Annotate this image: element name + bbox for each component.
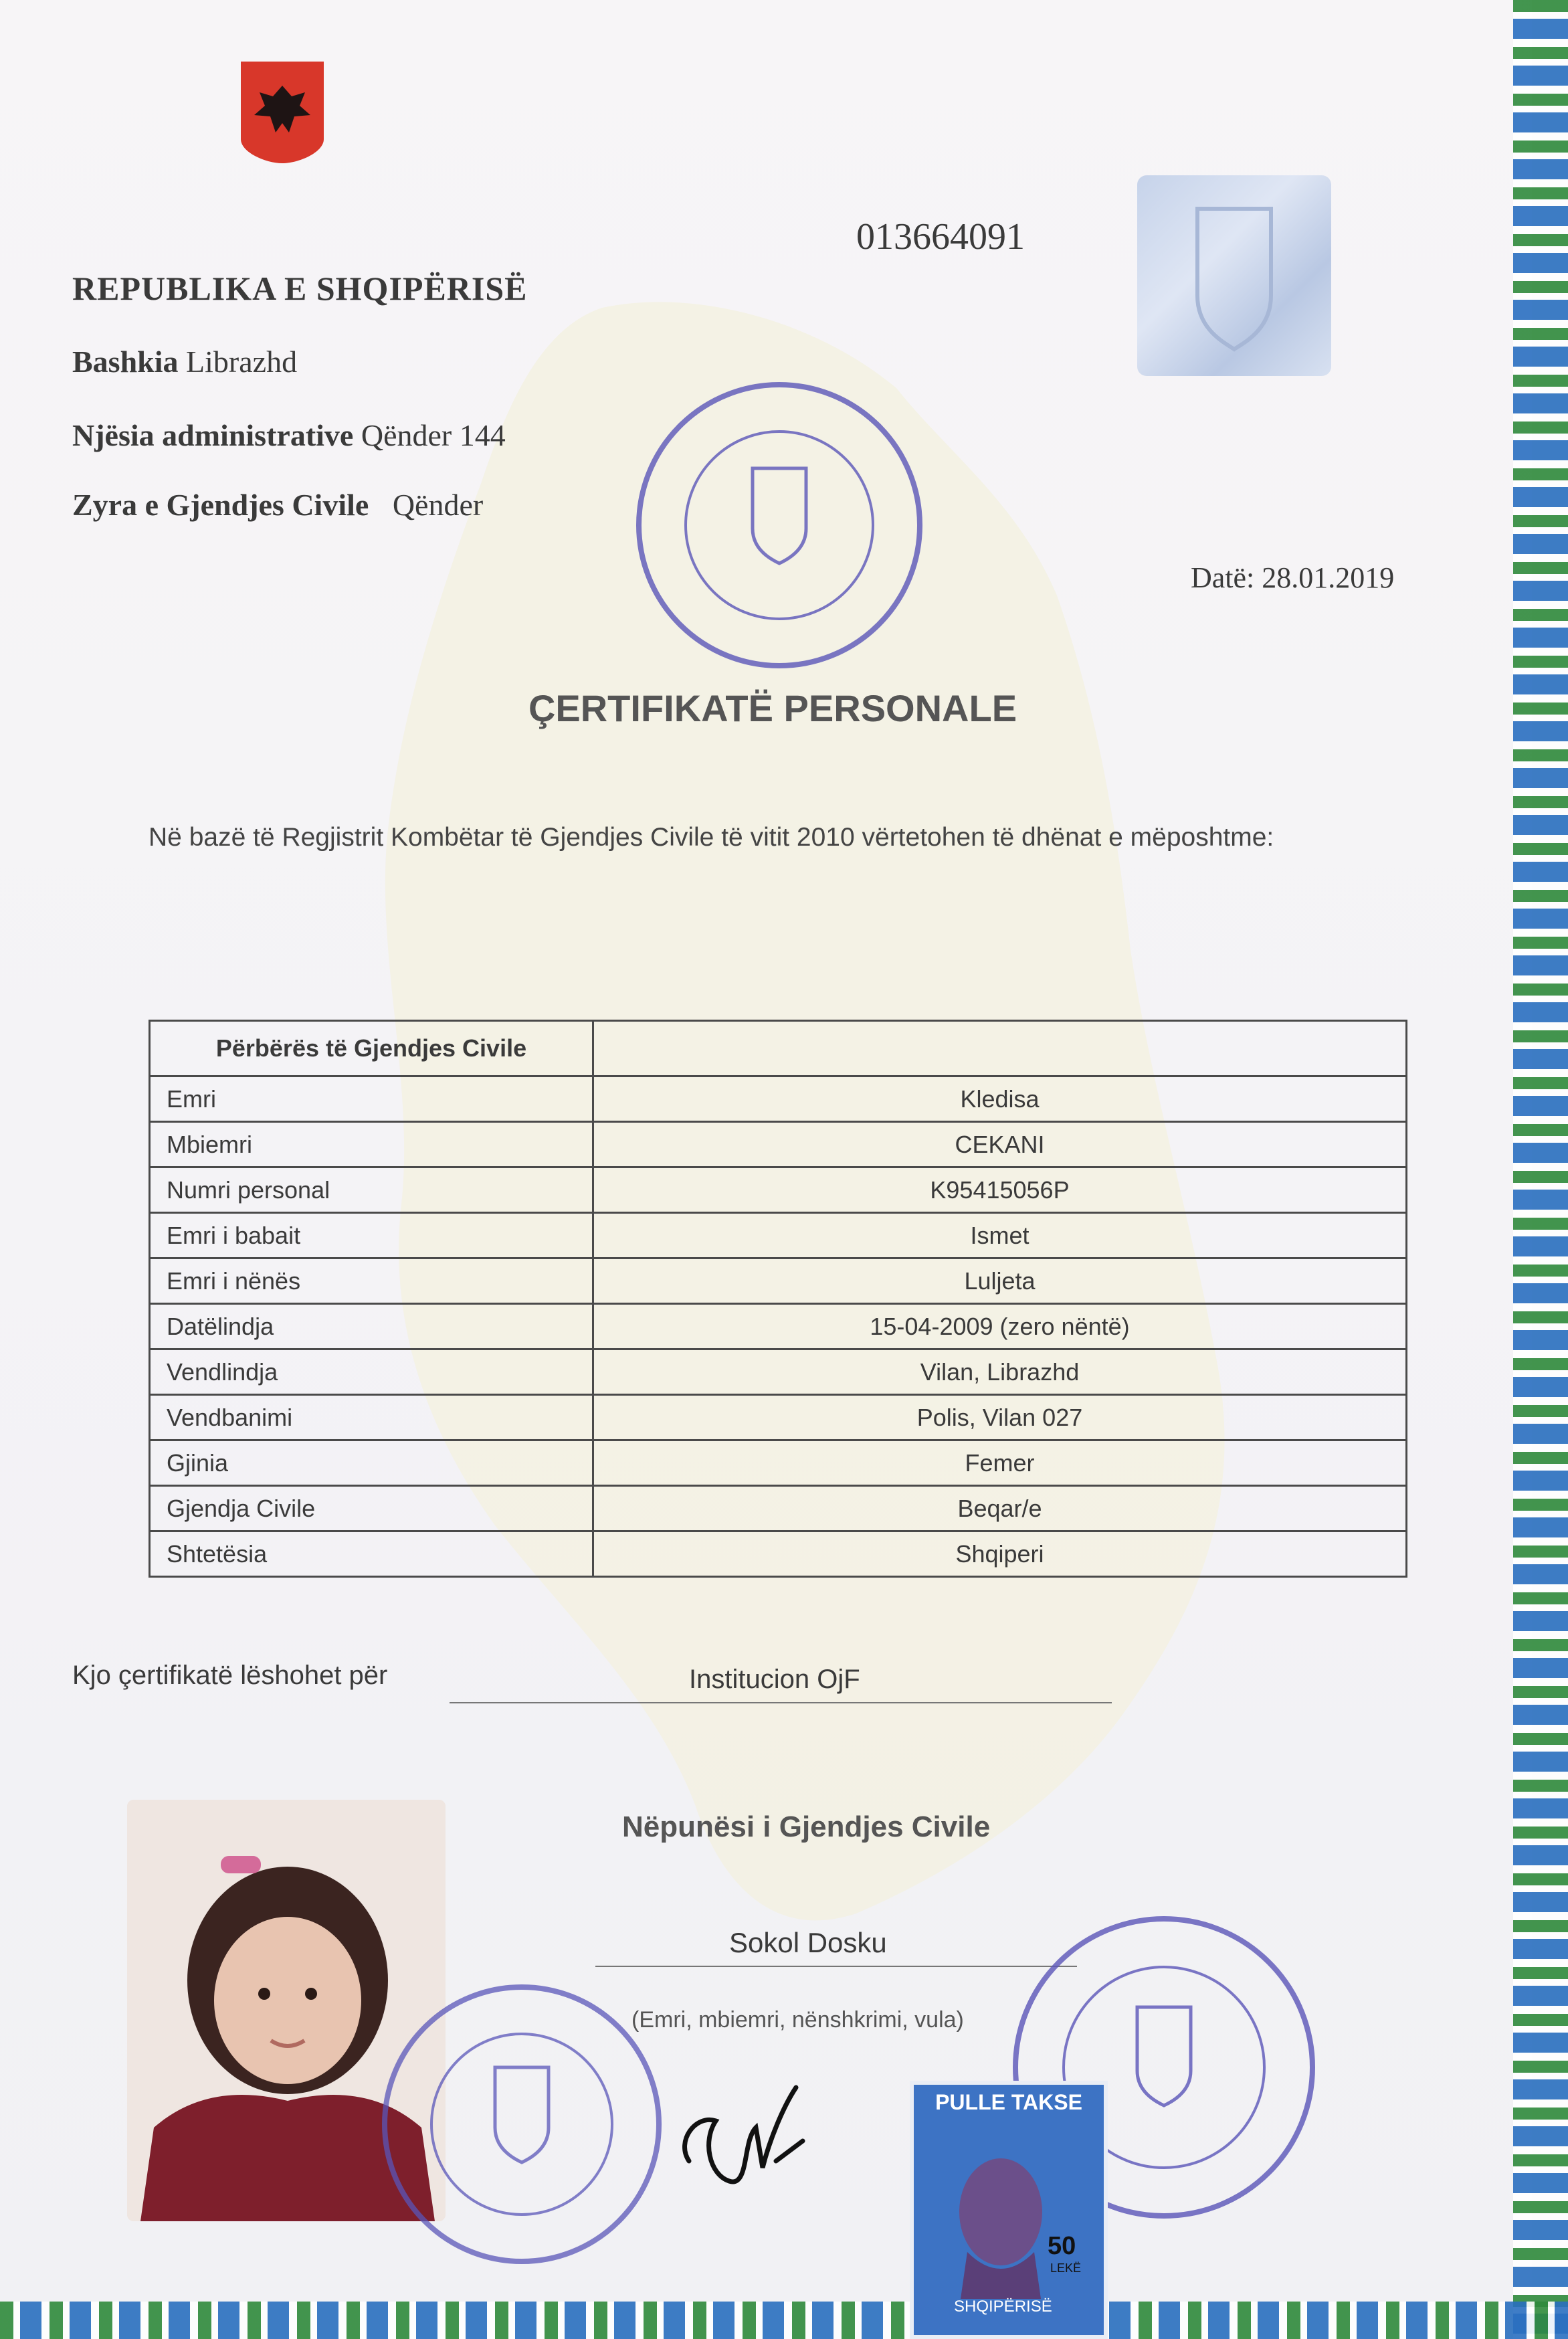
certificate-title: ÇERTIFIKATË PERSONALE xyxy=(528,687,1017,729)
republic-title: REPUBLIKA E SHQIPËRISË xyxy=(72,270,528,307)
decorative-border-bottom xyxy=(0,2302,1568,2339)
intro-text: Në bazë të Regjistrit Kombëtar të Gjendjes Civile të vitit 2010 vërtetohen të dhënat e mëposhtme: xyxy=(149,823,1274,852)
office-value: Qënder xyxy=(392,488,484,522)
tax-stamp-country: SHQIPËRISË xyxy=(954,2298,1052,2316)
shield-icon xyxy=(1137,175,1331,376)
table-row: Shtetësia Shqiperi xyxy=(150,1531,1407,1577)
table-header-row xyxy=(150,1021,1407,1077)
table-row: Gjinia Femer xyxy=(150,1440,1407,1486)
official-seal-top xyxy=(629,375,930,676)
table-row: Mbiemri CEKANI xyxy=(150,1122,1407,1167)
table-row: Datëlindja 15-04-2009 (zero nëntë) xyxy=(150,1304,1407,1349)
hologram-security-mark xyxy=(1137,175,1331,376)
municipality-value: Librazhd xyxy=(186,345,298,379)
civil-status-table xyxy=(149,1020,1407,1578)
table-row: Numri personal K95415056P xyxy=(150,1167,1407,1213)
handwritten-signature xyxy=(662,2061,836,2215)
tax-stamp-currency: LEKË xyxy=(1050,2261,1082,2275)
officer-name: Sokol Dosku xyxy=(729,1927,887,1958)
table-row: Vendbanimi Polis, Vilan 027 xyxy=(150,1395,1407,1440)
table-row: Vendlindja Vilan, Librazhd xyxy=(150,1349,1407,1395)
table-header: Përbërës të Gjendjes Civile xyxy=(150,1021,593,1077)
civil-office-line xyxy=(72,487,483,523)
issued-for-label: Kjo çertifikatë lëshohet për xyxy=(72,1661,388,1690)
issue-date: Datë: 28.01.2019 xyxy=(1191,561,1395,594)
table-row: Emri Kledisa xyxy=(150,1077,1407,1122)
administrative-unit-line xyxy=(72,417,506,453)
table-row: Emri i babait Ismet xyxy=(150,1213,1407,1258)
municipality-label: Bashkia xyxy=(72,345,179,379)
officer-title: Nëpunësi i Gjendjes Civile xyxy=(622,1810,991,1843)
albanian-flag-icon xyxy=(238,59,326,166)
issued-for-underline xyxy=(450,1702,1112,1703)
issued-for-value: Institucion OjF xyxy=(689,1665,860,1694)
officer-caption: (Emri, mbiemri, nënshkrimi, vula) xyxy=(631,2007,964,2033)
unit-value: Qënder 144 xyxy=(361,418,506,452)
revenue-tax-stamp xyxy=(910,2081,1108,2339)
document-number: 013664091 xyxy=(856,216,1025,258)
decorative-border-right xyxy=(1513,0,1568,2339)
table-row: Gjendja Civile Beqar/e xyxy=(150,1486,1407,1531)
unit-label: Njësia administrative xyxy=(72,418,354,452)
table-row: Emri i nënës Luljeta xyxy=(150,1258,1407,1304)
tax-stamp-label: PULLE TAKSE xyxy=(935,2090,1082,2114)
official-seal-bottom-left xyxy=(375,1967,669,2281)
office-label: Zyra e Gjendjes Civile xyxy=(72,488,369,522)
tax-stamp-value: 50 xyxy=(1048,2232,1076,2260)
municipality-line xyxy=(72,344,297,379)
